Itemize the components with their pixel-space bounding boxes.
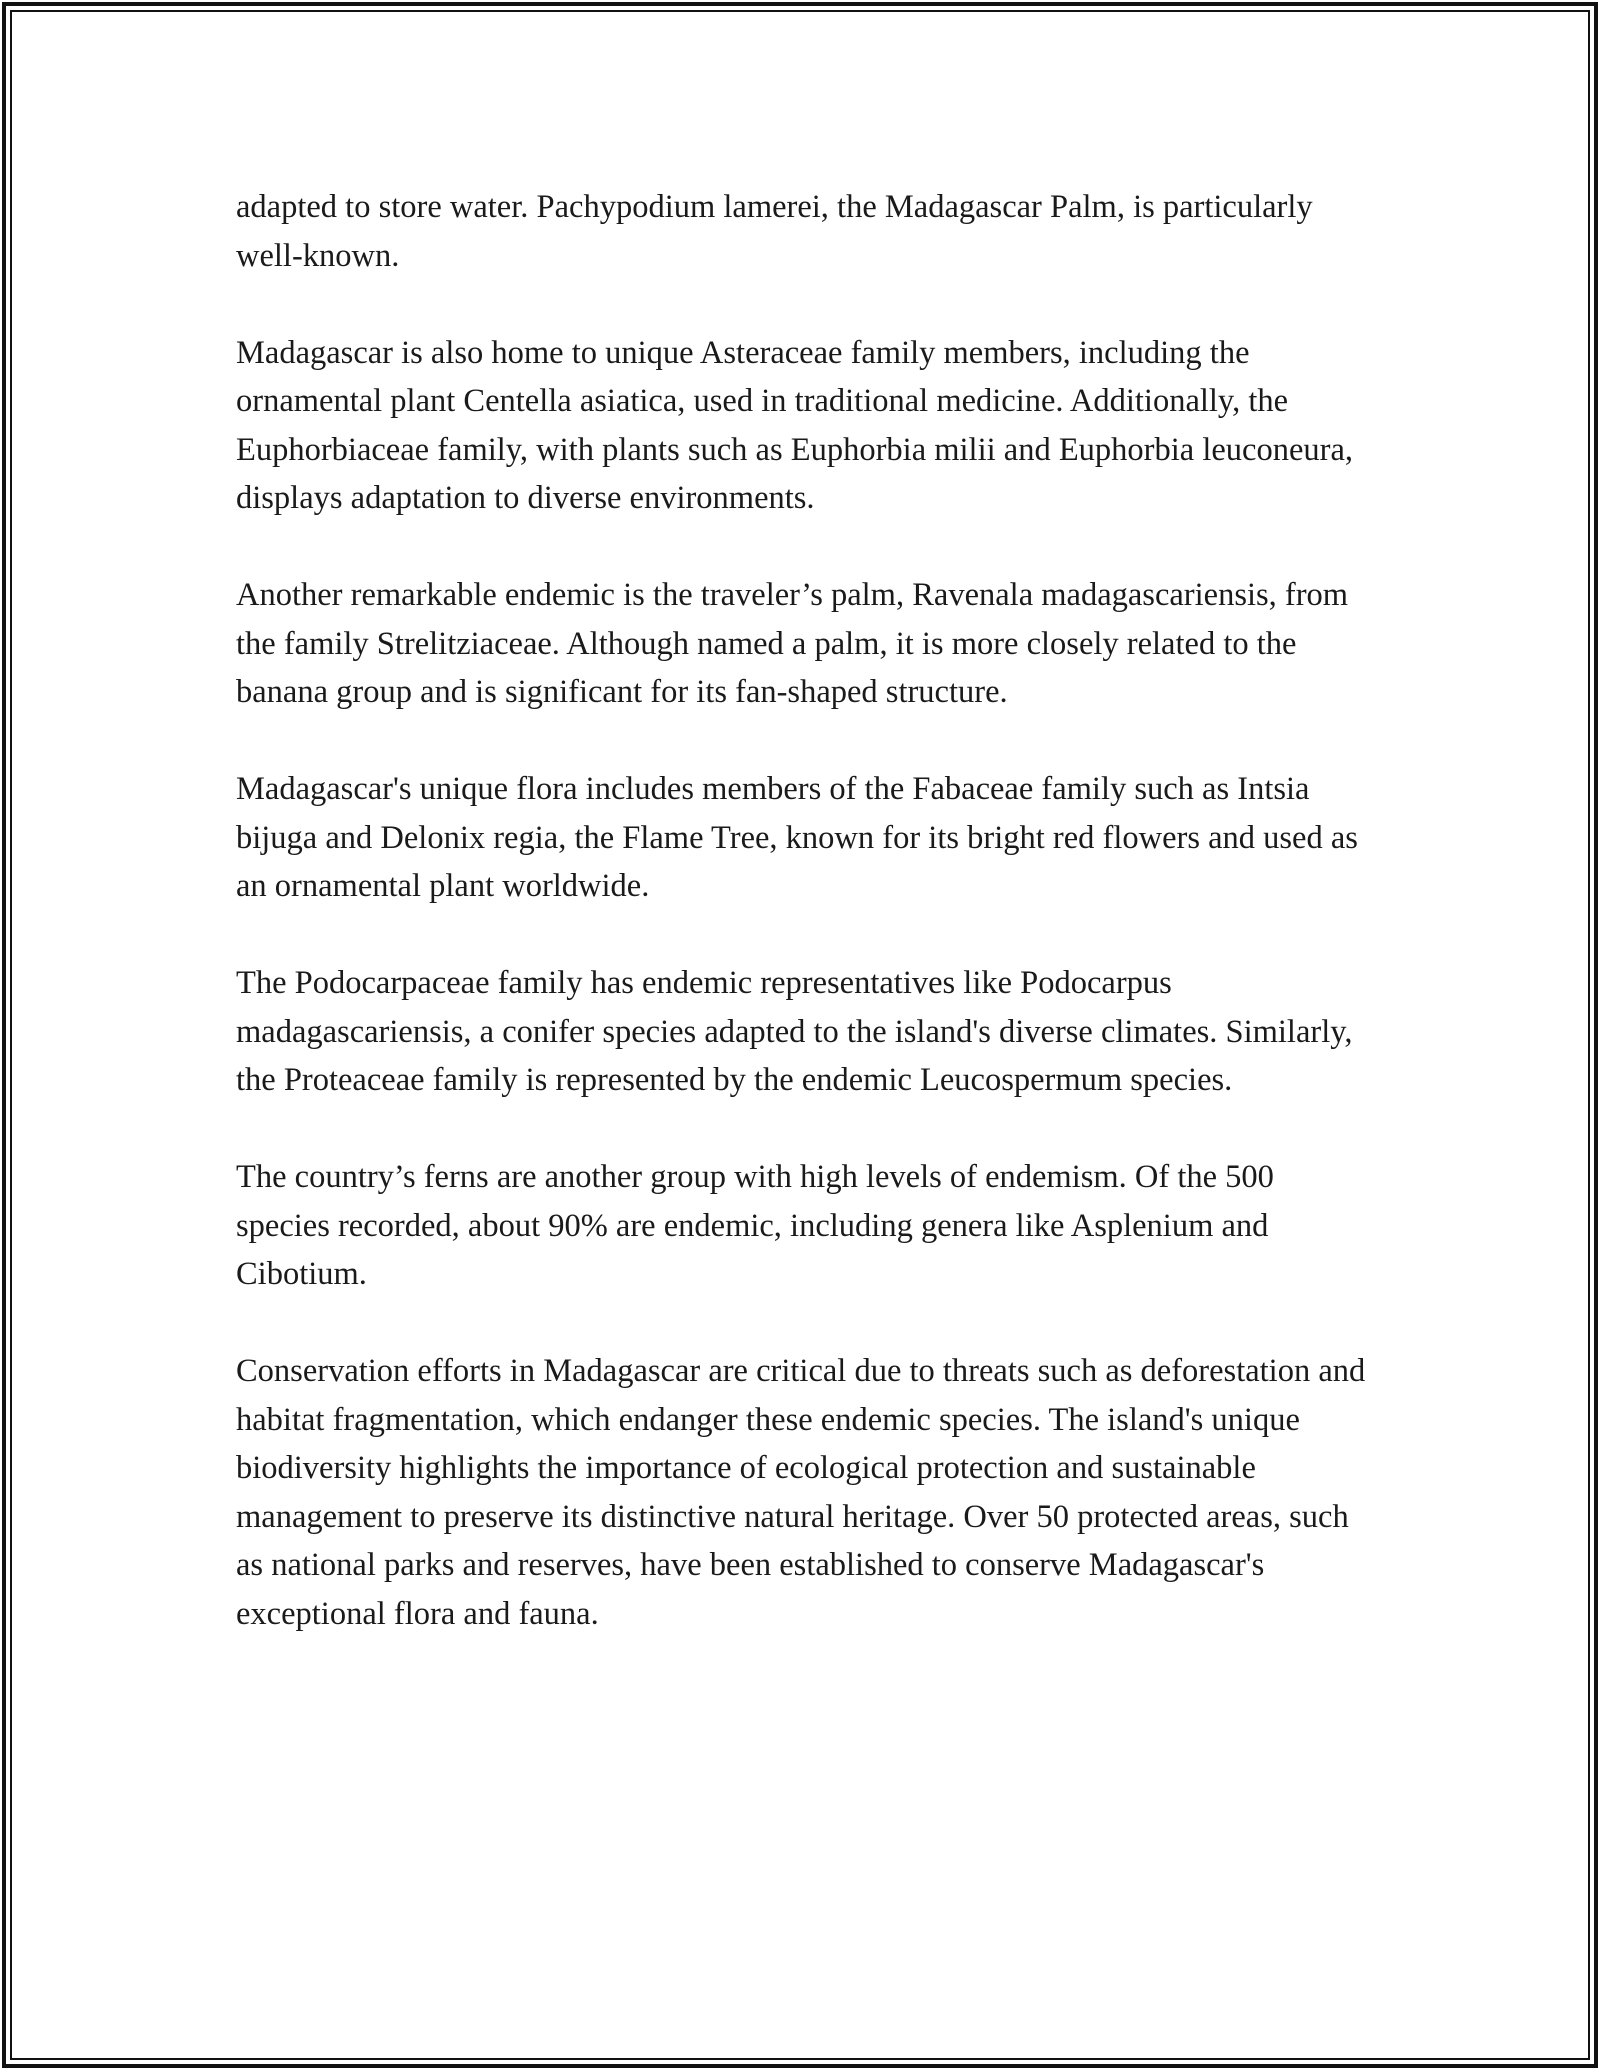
document-body [236, 183, 1366, 1687]
paragraph-travelers-palm: Another remarkable endemic is the traveler’s palm, Ravenala madagascariensis, from the family Strelitziaceae. Although named a palm, it is more closely related to the banana group and is significant for its fan-shaped structure. [236, 577, 1349, 710]
paragraph-fabaceae: Madagascar's unique flora includes members of the Fabaceae family such as Intsia bijuga and Delonix regia, the Flame Tree, known for its bright red flowers and used as an ornamental plant worldwide. [236, 771, 1358, 904]
paragraph-conservation: Conservation efforts in Madagascar are critical due to threats such as deforestation and habitat fragmentation, which endanger these endemic species. The island's unique biodiversity highlights the importance of ecological protection and sustainable management to preserve its distinctive natural heritage. Over 50 protected areas, such as national parks and reserves, have been established to conserve Madagascar's exceptional flora and fauna. [236, 1353, 1366, 1632]
paragraph-asteraceae-euphorbiaceae: Madagascar is also home to unique Asteraceae family members, including the ornamental plant Centella asiatica, used in traditional medicine. Additionally, the Euphorbiaceae family, with plants such as Euphorbia milii and Euphorbia leuconeura, displays adaptation to diverse environments. [236, 334, 1353, 516]
paragraph-podocarpaceae-proteaceae: The Podocarpaceae family has endemic representatives like Podocarpus madagascariensis, a conifer species adapted to the island's diverse climates. Similarly, the Proteaceae family is represented by the endemic Leucospermum species. [236, 965, 1353, 1098]
paragraph-water-storage: adapted to store water. Pachypodium lamerei, the Madagascar Palm, is particularly well-known. [236, 189, 1313, 274]
paragraph-ferns: The country’s ferns are another group with high levels of endemism. Of the 500 species recorded, about 90% are endemic, including genera like Asplenium and Cibotium. [236, 1159, 1274, 1292]
